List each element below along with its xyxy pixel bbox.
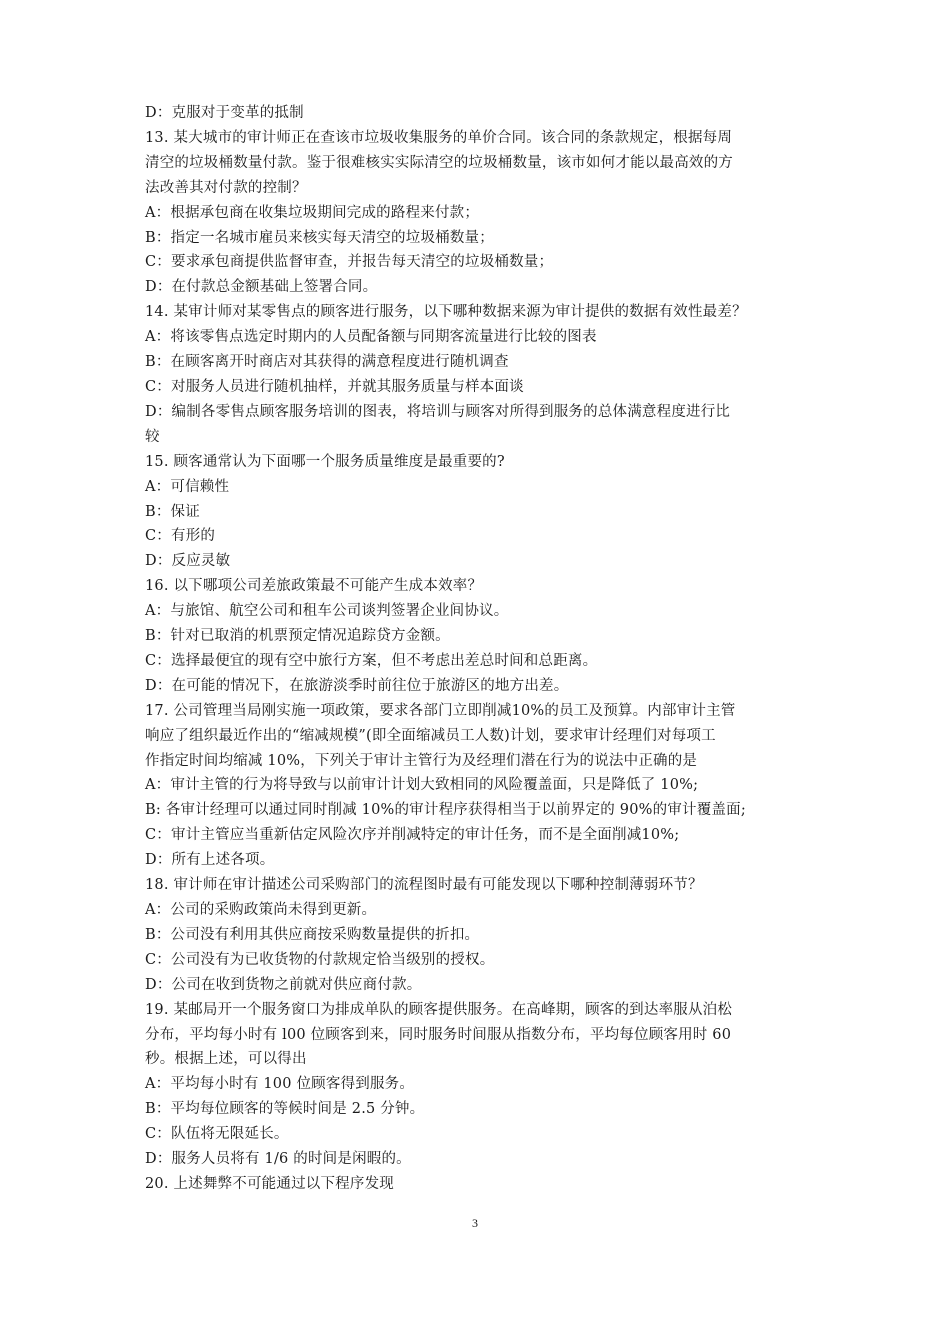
text-line: 响应了组织最近作出的“缩减规模”(即全面缩减员工人数)计划，要求审计经理们对每项工	[145, 727, 716, 744]
text-line: C：审计主管应当重新估定风险次序并削减特定的审计任务，而不是全面削减10%;	[145, 827, 680, 844]
text-line: 17. 公司管理当局刚实施一项政策，要求各部门立即削减10%的员工及预算。内部审计主管	[145, 702, 736, 719]
page-body	[145, 101, 815, 1197]
text-line: D：所有上述各项。	[145, 852, 275, 869]
text-line: 秒。根据上述，可以得出	[145, 1051, 307, 1068]
text-line: D：在可能的情况下，在旅游淡季时前往位于旅游区的地方出差。	[145, 677, 569, 694]
text-line: C：队伍将无限延长。	[145, 1126, 289, 1143]
text-line: B：保证	[145, 503, 200, 520]
text-line: 分布，平均每小时有 l00 位顾客到来，同时服务时间服从指数分布，平均每位顾客用时 60	[145, 1026, 732, 1043]
text-line: D：编制各零售点顾客服务培训的图表，将培训与顾客对所得到服务的总体满意程度进行比	[145, 403, 731, 420]
text-line: B：平均每位顾客的等候时间是 2.5 分钟。	[145, 1101, 425, 1118]
text-line: A：公司的采购政策尚未得到更新。	[145, 902, 377, 918]
text-line: 19. 某邮局开一个服务窗口为排成单队的顾客提供服务。在高峰期，顾客的到达率服从泊松	[145, 1001, 733, 1018]
text-line: 清空的垃圾桶数量付款。鉴于很难核实实际清空的垃圾桶数量，该市如何才能以最高效的方	[145, 154, 733, 171]
text-line: C：有形的	[145, 528, 216, 545]
text-line: 16. 以下哪项公司差旅政策最不可能产生成本效率？	[145, 578, 483, 595]
text-line: D：公司在收到货物之前就对供应商付款。	[145, 976, 422, 993]
text-line: C：公司没有为已收货物的付款规定恰当级别的授权。	[145, 951, 495, 968]
page-number: 3	[472, 1216, 478, 1230]
text-line: A：可信赖性	[145, 478, 230, 495]
text-line: B：针对已取消的机票预定情况追踪贷方金额。	[145, 628, 450, 645]
text-line: D：在付款总金额基础上签署合同。	[145, 279, 378, 296]
text-line: 法改善其对付款的控制？	[145, 179, 307, 196]
text-line: D：反应灵敏	[145, 553, 231, 570]
text-line: D：克服对于变革的抵制	[145, 105, 304, 121]
text-line: B: 各审计经理可以通过同时削减 10%的审计程序获得相当于以前界定的 90%的审计覆盖面;	[145, 802, 746, 819]
text-line: 作指定时间均缩减 10%，下列关于审计主管行为及经理们潜在行为的说法中正确的是	[145, 752, 698, 769]
text-line: A：根据承包商在收集垃圾期间完成的路程来付款；	[145, 204, 480, 221]
text-line: 20. 上述舞弊不可能通过以下程序发现	[145, 1175, 394, 1192]
text-line: A：平均每小时有 100 位顾客得到服务。	[145, 1076, 415, 1093]
text-line: C：选择最便宜的现有空中旅行方案，但不考虑出差总时间和总距离。	[145, 652, 598, 669]
text-line: D：服务人员将有 1/6 的时间是闲暇的。	[145, 1151, 411, 1168]
text-line: A：将该零售点选定时期内的人员配备额与同期客流量进行比较的图表	[145, 329, 597, 346]
text-line: B：在顾客离开时商店对其获得的满意程度进行随机调查	[145, 354, 509, 371]
text-line: A：审计主管的行为将导致与以前审计计划大致相同的风险覆盖面，只是降低了 10%;	[145, 777, 699, 794]
text-line: 14. 某审计师对某零售点的顾客进行服务，以下哪种数据来源为审计提供的数据有效性最差？	[145, 304, 747, 321]
text-line: 18. 审计师在审计描述公司采购部门的流程图时最有可能发现以下哪种控制薄弱环节？	[145, 877, 703, 894]
text-line: C：要求承包商提供监督审查，并报告每天清空的垃圾桶数量；	[145, 254, 554, 271]
text-line: 较	[145, 428, 160, 445]
text-line: B：指定一名城市雇员来核实每天清空的垃圾桶数量；	[145, 229, 494, 246]
text-line: 13. 某大城市的审计师正在查该市垃圾收集服务的单价合同。该合同的条款规定，根据每周	[145, 129, 733, 146]
text-line: 15. 顾客通常认为下面哪一个服务质量维度是最重要的?	[145, 453, 505, 470]
text-line: B：公司没有利用其供应商按采购数量提供的折扣。	[145, 926, 480, 943]
text-line: C：对服务人员进行随机抽样，并就其服务质量与样本面谈	[145, 378, 524, 395]
text-line: A：与旅馆、航空公司和租车公司谈判签署企业间协议。	[145, 603, 509, 620]
